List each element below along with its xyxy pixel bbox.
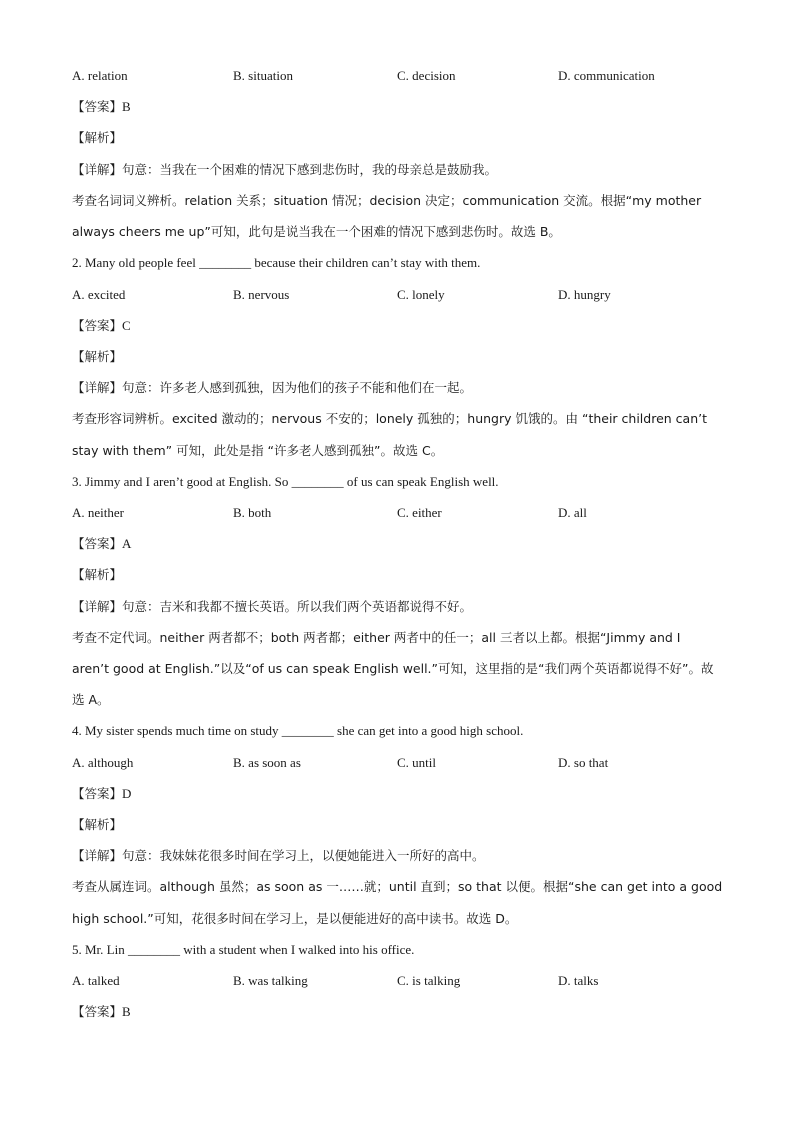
- q2-option-a: A. excited: [72, 287, 126, 302]
- q2-options: [72, 285, 732, 305]
- q3-analysis-label: 【解析】: [72, 567, 123, 582]
- q2-explanation-line2: stay with them” 可知，此处是指 “许多老人感到孤独”。故选 C。: [72, 443, 444, 458]
- q1-options: [72, 66, 732, 86]
- q1-option-a: A. relation: [72, 68, 128, 83]
- q3-option-c: C. either: [397, 505, 442, 520]
- q3-stem: 3. Jimmy and I aren’t good at English. So ________ of us can speak English well.: [72, 474, 499, 489]
- q4-option-d: D. so that: [558, 755, 609, 770]
- q5-option-b: B. was talking: [233, 973, 308, 988]
- q1-option-d: D. communication: [558, 68, 655, 83]
- q4-options: [72, 753, 732, 773]
- q3-detail: 【详解】句意：吉米和我都不擅长英语。所以我们两个英语都说得不好。: [72, 599, 473, 614]
- q1-option-b: B. situation: [233, 68, 293, 83]
- q5-option-a: A. talked: [72, 973, 120, 988]
- q5-option-c: C. is talking: [397, 973, 461, 988]
- q4-answer: 【答案】D: [72, 786, 132, 801]
- q3-options: [72, 503, 732, 523]
- q4-analysis-label: 【解析】: [72, 817, 123, 832]
- q1-explanation-line1: 考查名词词义辨析。relation 关系；situation 情况；decision 决定；communication 交流。根据“my mother: [72, 193, 702, 208]
- q4-option-c: C. until: [397, 755, 437, 770]
- q2-analysis-label: 【解析】: [72, 349, 123, 364]
- q4-detail: 【详解】句意：我妹妹花很多时间在学习上，以便她能进入一所好的高中。: [72, 848, 485, 863]
- q4-stem: 4. My sister spends much time on study ________ she can get into a good high school.: [72, 723, 524, 738]
- q2-explanation-line1: 考查形容词辨析。excited 激动的；nervous 不安的；lonely 孤独的；hungry 饥饿的。由 “their children can’t: [72, 411, 707, 426]
- q3-explanation-line1: 考查不定代词。neither 两者都不；both 两者都；either 两者中的任一；all 三者以上都。根据“Jimmy and I: [72, 630, 681, 645]
- q2-option-b: B. nervous: [233, 287, 290, 302]
- q2-option-c: C. lonely: [397, 287, 445, 302]
- q1-detail: 【详解】句意：当我在一个困难的情况下感到悲伤时，我的母亲总是鼓励我。: [72, 162, 498, 177]
- q2-answer: 【答案】C: [72, 318, 131, 333]
- q3-explanation-line2: aren’t good at English.”以及“of us can speak English well.”可知，这里指的是“我们两个英语都说得不好”。故: [72, 661, 714, 676]
- q1-analysis-label: 【解析】: [72, 130, 123, 145]
- q3-option-b: B. both: [233, 505, 272, 520]
- q5-answer: 【答案】B: [72, 1004, 131, 1019]
- q2-detail: 【详解】句意：许多老人感到孤独，因为他们的孩子不能和他们在一起。: [72, 380, 473, 395]
- q1-explanation-line2: always cheers me up”可知，此句是说当我在一个困难的情况下感到悲伤时。故选 B。: [72, 224, 561, 239]
- q2-stem: 2. Many old people feel ________ because their children can’t stay with them.: [72, 255, 481, 270]
- q3-explanation-line3: 选 A。: [72, 692, 110, 707]
- q4-option-a: A. although: [72, 755, 134, 770]
- q5-stem: 5. Mr. Lin ________ with a student when I walked into his office.: [72, 942, 415, 957]
- q5-option-d: D. talks: [558, 973, 599, 988]
- q4-explanation-line1: 考查从属连词。although 虽然；as soon as 一……就；until 直到；so that 以便。根据“she can get into a good: [72, 879, 723, 894]
- q4-option-b: B. as soon as: [233, 755, 301, 770]
- q3-option-a: A. neither: [72, 505, 124, 520]
- q5-options: [72, 971, 732, 991]
- q3-option-d: D. all: [558, 505, 587, 520]
- q1-option-c: C. decision: [397, 68, 456, 83]
- q3-answer: 【答案】A: [72, 536, 132, 551]
- q1-answer: 【答案】B: [72, 99, 131, 114]
- q2-option-d: D. hungry: [558, 287, 611, 302]
- q4-explanation-line2: high school.”可知，花很多时间在学习上，是以便能进好的高中读书。故选 D。: [72, 911, 518, 926]
